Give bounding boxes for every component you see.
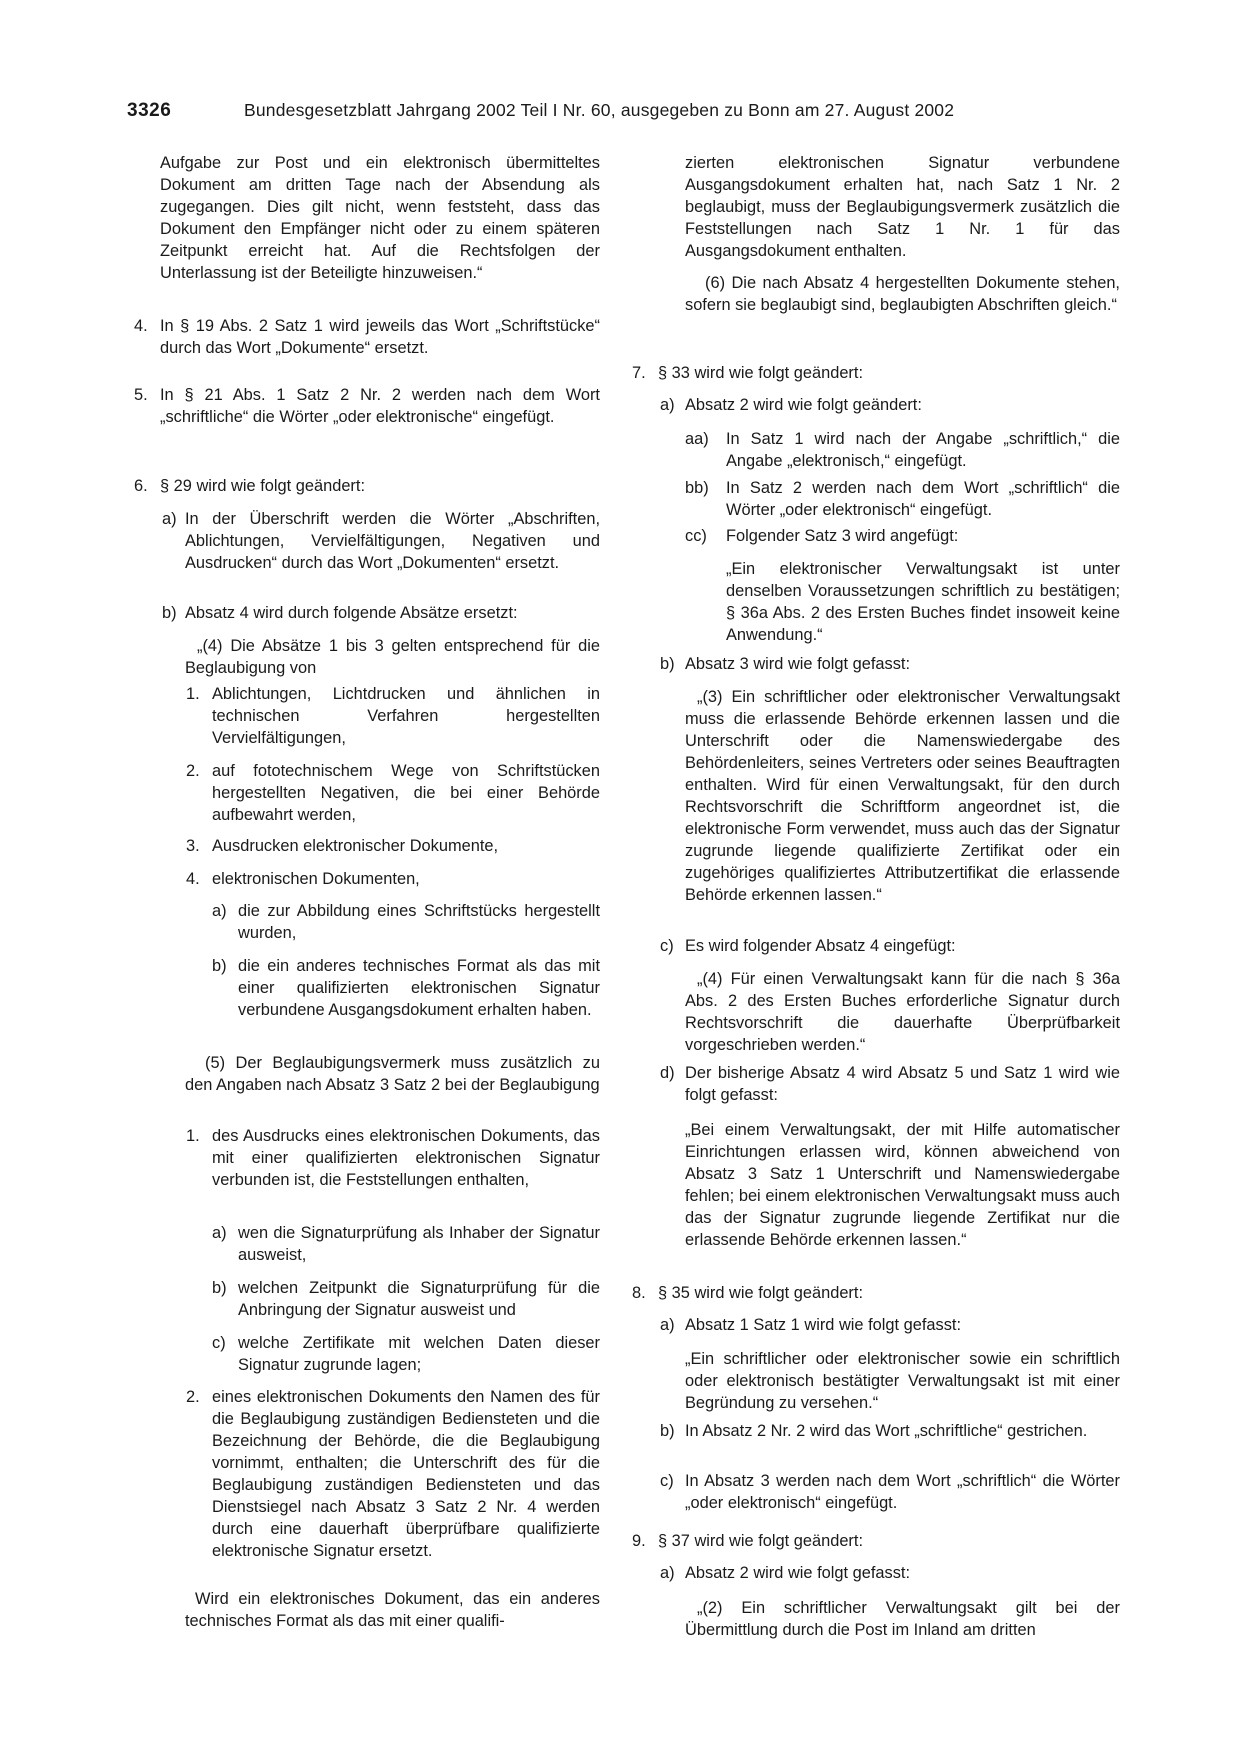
item-7b-text: Absatz 3 wird wie folgt gefasst:	[685, 655, 911, 673]
item-6a-text: In der Überschrift werden die Wörter „Abschriften, Ablichtungen, Vervielfältigungen, Negativen und Ausdrucken“ durch das Wort „Dokumenten“ ersetzt.	[185, 510, 600, 572]
item-7d-label: d)	[660, 1064, 675, 1082]
num-1-text: Ablichtungen, Lichtdrucken und ähnlichen in technischen Verfahren hergestellten Vervielfältigungen,	[212, 685, 600, 747]
item-4-text: In § 19 Abs. 2 Satz 1 wird jeweils das Wort „Schriftstücke“ durch das Wort „Dokumente“ ersetzt.	[160, 317, 600, 357]
item-8c-text: In Absatz 3 werden nach dem Wort „schriftlich“ die Wörter „oder elektronisch“ eingefügt.	[685, 1472, 1120, 1512]
item-8a-label: a)	[660, 1316, 675, 1334]
item-9-label: 9.	[632, 1532, 646, 1550]
right-continuation: zierten elektronischen Signatur verbundene Ausgangsdokument erhalten hat, nach Satz 1 Nr. 2 beglaubigt, muss der Beglaubigungsvermerk zusätzlich die Feststellungen nach Satz 1 Nr. 1 für das Ausgangsdokument enthalten.	[685, 154, 1120, 260]
aa-text: In Satz 1 wird nach der Angabe „schriftlich,“ die Angabe „elektronisch,“ eingefügt.	[726, 430, 1120, 470]
item-8-text: § 35 wird wie folgt geändert:	[658, 1284, 864, 1302]
item-7-label: 7.	[632, 364, 646, 382]
m-2-label: 2.	[186, 1388, 200, 1406]
item-5-text: In § 21 Abs. 1 Satz 2 Nr. 2 werden nach dem Wort „schriftliche“ die Wörter „oder elektronische“ eingefügt.	[160, 386, 600, 426]
cc-label: cc)	[685, 527, 707, 545]
m-1a-text: wen die Signaturprüfung als Inhaber der Signatur ausweist,	[238, 1224, 600, 1264]
item-9-text: § 37 wird wie folgt geändert:	[658, 1532, 864, 1550]
gazette-header: Bundesgesetzblatt Jahrgang 2002 Teil I Nr. 60, ausgegeben zu Bonn am 27. August 2002	[244, 100, 955, 120]
num-1-label: 1.	[186, 685, 200, 703]
item-7d-text: Der bisherige Absatz 4 wird Absatz 5 und Satz 1 wird wie folgt gefasst:	[685, 1064, 1120, 1104]
m-1b-text: welchen Zeitpunkt die Signaturprüfung für die Anbringung der Signatur ausweist und	[238, 1279, 600, 1319]
item-8-label: 8.	[632, 1284, 646, 1302]
item-7b-label: b)	[660, 655, 675, 673]
absatz-5-intro: (5) Der Beglaubigungsvermerk muss zusätzlich zu den Angaben nach Absatz 3 Satz 2 bei der Beglaubigung	[185, 1054, 600, 1094]
m-1c-text: welche Zertifikate mit welchen Daten dieser Signatur zugrunde lagen;	[238, 1334, 600, 1374]
item-7b-quote: „(3) Ein schriftlicher oder elektronischer Verwaltungsakt muss die erlassende Behörde erkennen lassen und die Unterschrift oder die Namenswiedergabe des Behördenleiters, seines Vertreters oder seines Beauftragten enthalten. Wird für einen Verwaltungsakt, für den durch Rechtsvorschrift die Schriftform angeordnet ist, die elektronische Form verwendet, muss auch das der Signatur zugrunde liegende qualifizierte Zertifikat oder ein zugehöriges qualifiziertes Attributzertifikat die erlassende Behörde erkennen lassen.“	[685, 688, 1120, 904]
m-1-text: des Ausdrucks eines elektronischen Dokuments, das mit einer qualifizierten elektronischen Signatur verbunden ist, die Feststellungen enthalten,	[212, 1127, 600, 1189]
m-1a-label: a)	[212, 1224, 227, 1242]
bb-text: In Satz 2 werden nach dem Wort „schriftlich“ die Wörter „oder elektronisch“ eingefügt.	[726, 479, 1120, 519]
item-6-label: 6.	[134, 477, 148, 495]
item-7c-label: c)	[660, 937, 674, 955]
item-9a-text: Absatz 2 wird wie folgt gefasst:	[685, 1564, 911, 1582]
item-8a-text: Absatz 1 Satz 1 wird wie folgt gefasst:	[685, 1316, 962, 1334]
item-8c-label: c)	[660, 1472, 674, 1490]
item-9a-quote: „(2) Ein schriftlicher Verwaltungsakt gilt bei der Übermittlung durch die Post im Inland am dritten	[685, 1599, 1120, 1639]
m-1c-label: c)	[212, 1334, 226, 1352]
item-7c-text: Es wird folgender Absatz 4 eingefügt:	[685, 937, 956, 955]
m-1-label: 1.	[186, 1127, 200, 1145]
right-column	[620, 0, 1240, 1755]
aa-label: aa)	[685, 430, 709, 448]
bb-label: bb)	[685, 479, 709, 497]
item-8a-quote: „Ein schriftlicher oder elektronischer sowie ein schriftlich oder elektronisch bestätigter Verwaltungsakt ist mit einer Begründung zu versehen.“	[685, 1350, 1120, 1412]
item-8b-text: In Absatz 2 Nr. 2 wird das Wort „schriftliche“ gestrichen.	[685, 1422, 1088, 1440]
num-2-text: auf fototechnischem Wege von Schriftstücken hergestellten Negativen, die bei einer Behörde aufbewahrt werden,	[212, 762, 600, 824]
item-9a-label: a)	[660, 1564, 675, 1582]
cc-quote: „Ein elektronischer Verwaltungsakt ist unter denselben Voraussetzungen schriftlich zu bestätigen; § 36a Abs. 2 des Ersten Buches findet insoweit keine Anwendung.“	[726, 560, 1120, 644]
item-5-label: 5.	[134, 386, 148, 404]
absatz-6: (6) Die nach Absatz 4 hergestellten Dokumente stehen, sofern sie beglaubigt sind, beglaubigten Abschriften gleich.“	[685, 274, 1120, 314]
item-6b-label: b)	[162, 604, 177, 622]
item-7-text: § 33 wird wie folgt geändert:	[658, 364, 864, 382]
m-1b-label: b)	[212, 1279, 227, 1297]
item-7a-label: a)	[660, 396, 675, 414]
item-7a-text: Absatz 2 wird wie folgt geändert:	[685, 396, 922, 414]
num-4a-label: a)	[212, 902, 227, 920]
wird-paragraph: Wird ein elektronisches Dokument, das ein anderes technisches Format als das mit einer qualifi-	[185, 1590, 600, 1630]
num-4-text: elektronischen Dokumenten,	[212, 870, 420, 888]
item-6a-label: a)	[162, 510, 177, 528]
item-7c-quote: „(4) Für einen Verwaltungsakt kann für die nach § 36a Abs. 2 des Ersten Buches erforderliche Signatur durch Rechtsvorschrift die dauerhafte Überprüfbarkeit vorgeschrieben werden.“	[685, 970, 1120, 1054]
paragraph-continuation: Aufgabe zur Post und ein elektronisch übermitteltes Dokument am dritten Tage nach der Absendung als zugegangen. Dies gilt nicht, wenn feststeht, dass das Dokument den Empfänger nicht oder zu einem späteren Zeitpunkt erreicht hat. Auf die Rechtsfolgen der Unterlassung ist der Beteiligte hinzuweisen.“	[160, 154, 600, 282]
item-4-label: 4.	[134, 317, 148, 335]
item-7d-quote: „Bei einem Verwaltungsakt, der mit Hilfe automatischer Einrichtungen erlassen wird, können abweichend von Absatz 3 Satz 1 Unterschrift und Namenswiedergabe fehlen; bei einem elektronischen Verwaltungsakt muss auch das der Signatur zugrunde liegende Zertifikat nur die erlassende Behörde erkennen lassen.“	[685, 1121, 1120, 1249]
num-3-label: 3.	[186, 837, 200, 855]
absatz-4-intro: „(4) Die Absätze 1 bis 3 gelten entsprechend für die Beglaubigung von	[185, 637, 600, 677]
item-6b-text: Absatz 4 wird durch folgende Absätze ersetzt:	[185, 604, 518, 622]
num-4-label: 4.	[186, 870, 200, 888]
num-4b-text: die ein anderes technisches Format als das mit einer qualifizierten elektronischen Signatur verbundene Ausgangsdokument erhalten haben.	[238, 957, 600, 1019]
item-8b-label: b)	[660, 1422, 675, 1440]
num-3-text: Ausdrucken elektronischer Dokumente,	[212, 837, 499, 855]
page-number: 3326	[127, 100, 172, 121]
cc-text: Folgender Satz 3 wird angefügt:	[726, 527, 959, 545]
num-4b-label: b)	[212, 957, 227, 975]
num-2-label: 2.	[186, 762, 200, 780]
m-2-text: eines elektronischen Dokuments den Namen des für die Beglaubigung zuständigen Bediensteten und die Bezeichnung der Behörde, die die Beglaubigung vornimmt, enthalten; die Unterschrift des für die Beglaubigung zuständigen Bediensteten und das Dienstsiegel nach Absatz 3 Satz 2 Nr. 4 werden durch eine dauerhaft überprüfbare qualifizierte elektronische Signatur ersetzt.	[212, 1388, 600, 1560]
num-4a-text: die zur Abbildung eines Schriftstücks hergestellt wurden,	[238, 902, 600, 942]
item-6-text: § 29 wird wie folgt geändert:	[160, 477, 366, 495]
